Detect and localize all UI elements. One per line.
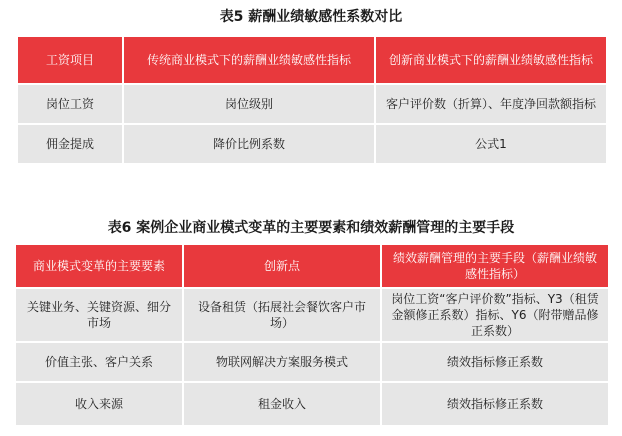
table-cell: 佣金提成 — [18, 125, 122, 163]
table-cell: 绩效指标修正系数 — [382, 343, 608, 381]
table-row — [18, 125, 606, 163]
table-cell: 设备租赁（拓展社会餐饮客户市场） — [184, 289, 380, 341]
table-cell: 绩效指标修正系数 — [382, 383, 608, 425]
table-cell: 岗位级别 — [124, 85, 374, 123]
table-cell: 客户评价数（折算）、年度净回款额指标 — [376, 85, 606, 123]
table-header-row — [18, 37, 606, 83]
table-cell: 岗位工资“客户评价数”指标、Y3（租赁金额修正系数）指标、Y6（附带赠品修正系数） — [382, 289, 608, 341]
table-header-row — [16, 245, 608, 287]
table-cell: 价值主张、客户关系 — [16, 343, 182, 381]
header-cell: 绩效薪酬管理的主要手段（薪酬业绩敏感性指标） — [382, 245, 608, 287]
table-cell: 降价比例系数 — [124, 125, 374, 163]
table6 — [14, 243, 610, 427]
table-cell: 岗位工资 — [18, 85, 122, 123]
table-row — [16, 343, 608, 381]
table-row — [18, 85, 606, 123]
header-cell: 创新商业模式下的薪酬业绩敏感性指标 — [376, 37, 606, 83]
table-row — [16, 289, 608, 341]
table-cell: 收入来源 — [16, 383, 182, 425]
table-row — [16, 383, 608, 425]
table-cell: 关键业务、关键资源、细分市场 — [16, 289, 182, 341]
header-cell: 传统商业模式下的薪酬业绩敏感性指标 — [124, 37, 374, 83]
table-cell: 租金收入 — [184, 383, 380, 425]
table5 — [16, 35, 608, 165]
header-cell: 商业模式变革的主要要素 — [16, 245, 182, 287]
table5-title: 表5 薪酬业绩敏感性系数对比 — [219, 9, 403, 25]
table-cell: 公式1 — [376, 125, 606, 163]
header-cell: 工资项目 — [18, 37, 122, 83]
header-cell: 创新点 — [184, 245, 380, 287]
table-cell: 物联网解决方案服务模式 — [184, 343, 380, 381]
table6-title: 表6 案例企业商业模式变革的主要要素和绩效薪酬管理的主要手段 — [107, 220, 515, 236]
